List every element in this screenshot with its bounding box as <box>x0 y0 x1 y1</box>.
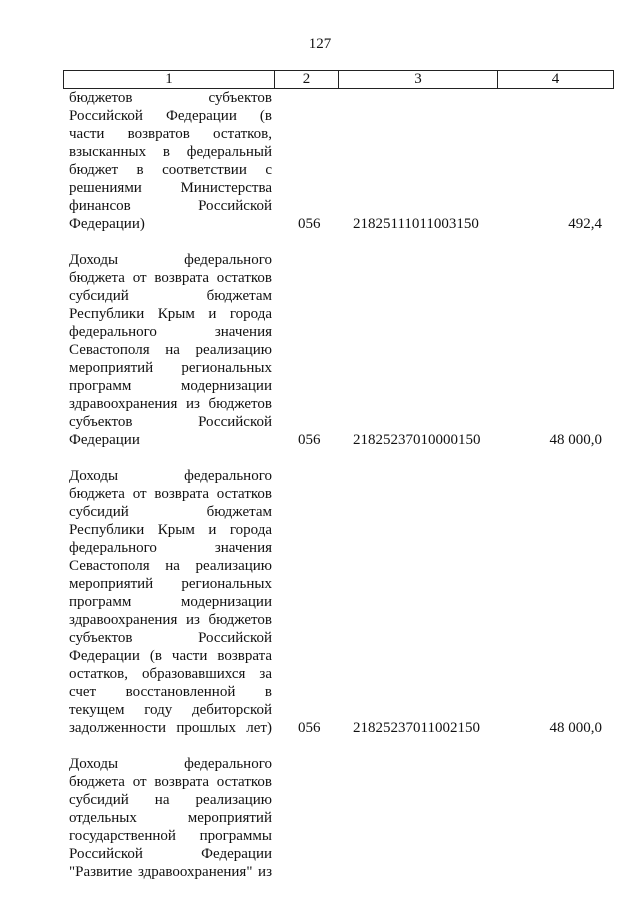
admin-code: 056 <box>298 432 321 448</box>
description-line: задолженности прошлых лет) <box>69 720 272 736</box>
description-line: государственной программы <box>69 828 272 844</box>
description-line: субъектов Российской <box>69 630 272 646</box>
row-description <box>69 251 272 449</box>
description-line: Севастополя на реализацию <box>69 342 272 358</box>
description-line: мероприятий региональных <box>69 360 272 376</box>
description-line: Федерации <box>69 432 140 448</box>
description-line: федерального значения <box>69 540 272 556</box>
description-line: бюджетов субъектов <box>69 90 272 106</box>
description-line: Республики Крым и города <box>69 522 272 538</box>
amount: 48 000,0 <box>549 432 602 448</box>
description-line: Российской Федерации (в <box>69 108 272 124</box>
description-line: федерального значения <box>69 324 272 340</box>
description-line: субсидий на реализацию <box>69 792 272 808</box>
amount: 48 000,0 <box>549 720 602 736</box>
description-line: субсидий бюджетам <box>69 504 272 520</box>
description-line: "Развитие здравоохранения" из <box>69 864 272 880</box>
description-line: части возвратов остатков, <box>69 126 272 142</box>
description-line: Доходы федерального <box>69 756 272 772</box>
description-line: программ модернизации <box>69 594 272 610</box>
admin-code: 056 <box>298 720 321 736</box>
description-line: взысканных в федеральный <box>69 144 272 160</box>
description-line: Доходы федерального <box>69 252 272 268</box>
description-line: Севастополя на реализацию <box>69 558 272 574</box>
table-row <box>0 755 640 881</box>
row-description <box>69 755 272 881</box>
page-number: 127 <box>308 36 332 52</box>
column-header-2: 2 <box>275 71 339 89</box>
budget-classification-code: 21825111011003150 <box>353 216 479 232</box>
description-line: текущем году дебиторской <box>69 702 272 718</box>
description-line: мероприятий региональных <box>69 576 272 592</box>
column-header-1: 1 <box>64 71 275 89</box>
column-header-row <box>64 71 614 89</box>
budget-classification-code: 21825237010000150 <box>353 432 481 448</box>
budget-classification-code: 21825237011002150 <box>353 720 480 736</box>
column-header-table <box>63 70 614 89</box>
description-line: отдельных мероприятий <box>69 810 272 826</box>
description-line: Российской Федерации <box>69 846 272 862</box>
amount: 492,4 <box>568 216 602 232</box>
description-line: бюджета от возврата остатков <box>69 270 272 286</box>
description-line: бюджет в соответствии с <box>69 162 272 178</box>
description-line: Доходы федерального <box>69 468 272 484</box>
table-row <box>0 251 640 449</box>
description-line: здравоохранения из бюджетов <box>69 612 272 628</box>
table-body <box>0 89 640 881</box>
table-row <box>0 467 640 737</box>
row-description <box>69 89 272 233</box>
description-line: финансов Российской <box>69 198 272 214</box>
description-line: бюджета от возврата остатков <box>69 486 272 502</box>
description-line: Федерации) <box>69 216 145 232</box>
description-line: программ модернизации <box>69 378 272 394</box>
admin-code: 056 <box>298 216 321 232</box>
row-description <box>69 467 272 737</box>
table-row <box>0 89 640 233</box>
description-line: остатков, образовавшихся за <box>69 666 272 682</box>
description-line: субсидий бюджетам <box>69 288 272 304</box>
description-line: субъектов Российской <box>69 414 272 430</box>
column-header-3: 3 <box>339 71 498 89</box>
description-line: счет восстановленной в <box>69 684 272 700</box>
description-line: здравоохранения из бюджетов <box>69 396 272 412</box>
description-line: решениями Министерства <box>69 180 272 196</box>
description-line: Республики Крым и города <box>69 306 272 322</box>
description-line: Федерации (в части возврата <box>69 648 272 664</box>
description-line: бюджета от возврата остатков <box>69 774 272 790</box>
column-header-4: 4 <box>498 71 614 89</box>
